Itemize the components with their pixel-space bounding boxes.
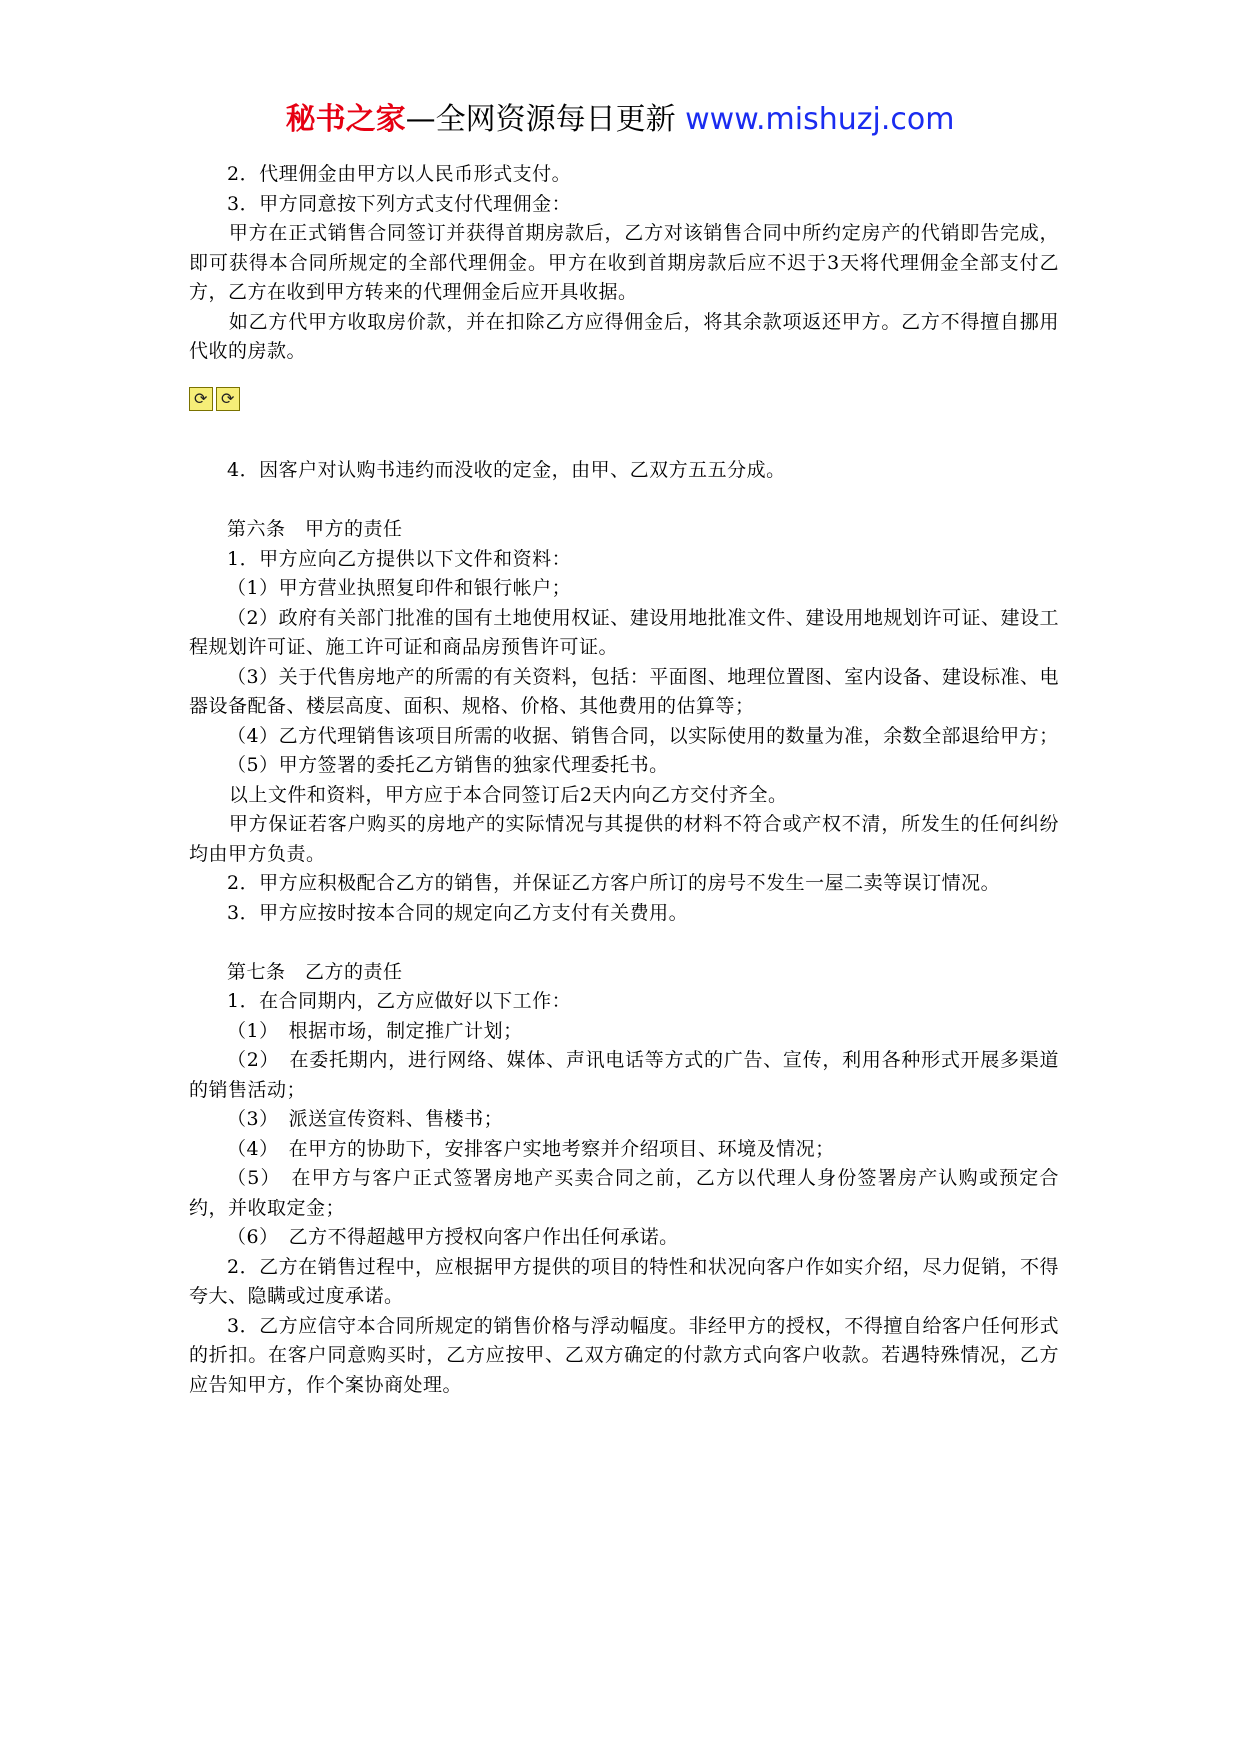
document-body	[189, 160, 1059, 1400]
list-item: 2．乙方在销售过程中，应根据甲方提供的项目的特性和状况向客户作如实介绍，尽力促销，不得夸大、隐瞒或过度承诺。	[189, 1255, 1059, 1307]
list-item: （2） 在委托期内，进行网络、媒体、声讯电话等方式的广告、宣传，利用各种形式开展多渠道的销售活动；	[189, 1049, 1059, 1101]
tagline: —全网资源每日更新	[405, 102, 676, 137]
paragraph: 2．代理佣金由甲方以人民币形式支付。	[227, 163, 572, 185]
site-header	[0, 100, 1240, 140]
list-item: 3．甲方应按时按本合同的规定向乙方支付有关费用。	[227, 901, 689, 924]
list-item: （5）甲方签署的委托乙方销售的独家代理委托书。	[227, 754, 669, 776]
list-item: （1）甲方营业执照复印件和银行帐户；	[227, 577, 572, 599]
list-item: （5） 在甲方与客户正式签署房地产买卖合同之前，乙方以代理人身份签署房产认购或预定合约，并收取定金；	[189, 1167, 1059, 1219]
list-item: 以上文件和资料，甲方应于本合同签订后2天内向乙方交付齐全。	[228, 783, 788, 806]
paragraph: 4．因客户对认购书违约而没收的定金，由甲、乙双方五五分成。	[227, 459, 786, 481]
list-item: 1．甲方应向乙方提供以下文件和资料：	[227, 547, 572, 570]
list-item: 甲方保证若客户购买的房地产的实际情况与其提供的材料不符合或产权不清，所发生的任何纠纷均由甲方负责。	[189, 813, 1059, 865]
article-title: 第七条 乙方的责任	[227, 960, 403, 983]
site-url[interactable]: www.mishuzj.com	[685, 102, 955, 137]
refresh-icon[interactable]: ⟳	[189, 387, 213, 411]
list-item: （2）政府有关部门批准的国有土地使用权证、建设用地批准文件、建设用地规划许可证、建设工程规划许可证、施工许可证和商品房预售许可证。	[189, 606, 1059, 658]
article-title: 第六条 甲方的责任	[227, 518, 403, 540]
list-item: （4） 在甲方的协助下，安排客户实地考察并介绍项目、环境及情况；	[227, 1137, 835, 1160]
paragraph: 甲方在正式销售合同签订并获得首期房款后，乙方对该销售合同中所约定房产的代销即告完成，即可获得本合同所规定的全部代理佣金。甲方在收到首期房款后应不迟于3天将代理佣金全部支付乙方，乙方在收到甲方转来的代理佣金后应开具收据。	[189, 222, 1059, 303]
list-item: （1） 根据市场，制定推广计划；	[227, 1019, 523, 1042]
list-item: （3）关于代售房地产的所需的有关资料，包括：平面图、地理位置图、室内设备、建设标准、电器设备配备、楼层高度、面积、规格、价格、其他费用的估算等；	[189, 665, 1059, 717]
paragraph: 3．甲方同意按下列方式支付代理佣金：	[227, 192, 572, 215]
list-item: 1．在合同期内，乙方应做好以下工作：	[227, 990, 572, 1012]
brand-name: 秘书之家	[285, 102, 406, 137]
refresh-icon[interactable]: ⟳	[216, 387, 240, 411]
list-item: （4）乙方代理销售该项目所需的收据、销售合同，以实际使用的数量为准，余数全部退给甲方；	[227, 724, 1059, 747]
icon-toolbar	[189, 367, 1059, 427]
list-item: （3） 派送宣传资料、售楼书；	[227, 1108, 504, 1130]
paragraph: 如乙方代甲方收取房价款，并在扣除乙方应得佣金后，将其余款项返还甲方。乙方不得擅自挪用代收的房款。	[189, 310, 1059, 362]
list-item: 2．甲方应积极配合乙方的销售，并保证乙方客户所订的房号不发生一屋二卖等误订情况。	[227, 872, 1001, 894]
list-item: （6） 乙方不得超越甲方授权向客户作出任何承诺。	[227, 1226, 679, 1248]
list-item: 3．乙方应信守本合同所规定的销售价格与浮动幅度。非经甲方的授权，不得擅自给客户任何形式的折扣。在客户同意购买时，乙方应按甲、乙双方确定的付款方式向客户收款。若遇特殊情况，乙方应告知甲方，作个案协商处理。	[189, 1314, 1059, 1396]
